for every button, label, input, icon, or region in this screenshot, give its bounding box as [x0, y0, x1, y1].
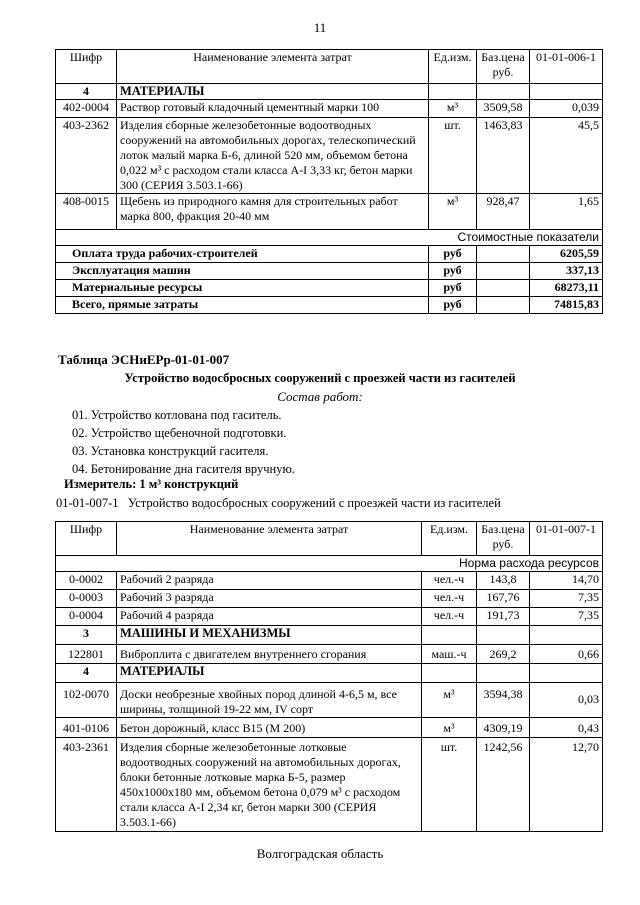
row-code: 0-0002: [56, 572, 117, 590]
total-value: 337,13: [530, 263, 603, 280]
row-unit: м³: [422, 718, 477, 738]
table-row: [56, 194, 603, 230]
table-row: [56, 590, 603, 608]
total-unit: руб: [429, 297, 477, 314]
row-unit: шт.: [429, 118, 477, 194]
totals-row: [56, 263, 603, 280]
totals-row: [56, 297, 603, 314]
row-name: Доски необрезные хвойных пород длиной 4-6,5 м, все ширины, толщиной 19-22 мм, IV сорт: [117, 683, 422, 718]
total-unit: руб: [429, 263, 477, 280]
row-price: 143,8: [477, 572, 530, 590]
section-number: 4: [56, 664, 117, 683]
section-title: МАШИНЫ И МЕХАНИЗМЫ: [117, 626, 422, 645]
row-unit: чел.-ч: [422, 608, 477, 626]
table-row: [56, 738, 603, 832]
header-price: Баз.цена руб.: [477, 50, 530, 84]
total-unit: руб: [429, 246, 477, 263]
row-unit: шт.: [422, 738, 477, 832]
header-table-code: 01-01-006-1: [530, 50, 603, 84]
row-name: Бетон дорожный, класс В15 (М 200): [117, 718, 422, 738]
row-price: 1463,83: [477, 118, 530, 194]
row-unit: маш.-ч: [422, 645, 477, 664]
norm-caption: Норма расхода ресурсов: [56, 556, 603, 572]
table-row: [56, 608, 603, 626]
row-unit: м³: [422, 683, 477, 718]
work-item: 01. Устройство котлована под гаситель.: [72, 408, 282, 422]
totals-row: [56, 280, 603, 297]
total-unit: руб: [429, 280, 477, 297]
row-name: Раствор готовый кладочный цементный марки 100: [117, 100, 429, 118]
row-price: 1242,56: [477, 738, 530, 832]
total-value: 74815,83: [530, 297, 603, 314]
footer-region: Волгоградская область: [256, 846, 384, 861]
cost-table-1: [55, 49, 603, 314]
table-row: [56, 118, 603, 194]
total-label: Материальные ресурсы: [56, 280, 429, 297]
row-norm: 0,66: [530, 645, 603, 664]
row-price: 3509,58: [477, 100, 530, 118]
total-value: 68273,11: [530, 280, 603, 297]
work-item: 04. Бетонирование дна гасителя вручную.: [72, 462, 295, 476]
row-name: Рабочий 2 разряда: [117, 572, 422, 590]
table-subtitle: Устройство водосбросных сооружений с проезжей части из гасителей: [124, 371, 516, 385]
row-norm: 45,5: [530, 118, 603, 194]
row-unit: м³: [429, 100, 477, 118]
table-row: [56, 683, 603, 718]
section-title: МАТЕРИАЛЫ: [117, 664, 422, 683]
row-price: 4309,19: [477, 718, 530, 738]
section-number: 4: [56, 84, 117, 100]
row-unit: чел.-ч: [422, 590, 477, 608]
row-code: 402-0004: [56, 100, 117, 118]
row-name: Рабочий 4 разряда: [117, 608, 422, 626]
header-code: Шифр: [56, 50, 117, 84]
row-price: 191,73: [477, 608, 530, 626]
row-name: Виброплита с двигателем внутреннего сгорания: [117, 645, 422, 664]
row-name: Рабочий 3 разряда: [117, 590, 422, 608]
table-title: Таблица ЭСНиЕРр-01-01-007: [58, 352, 230, 367]
row-code: 0-0004: [56, 608, 117, 626]
header-table-code: 01-01-007-1: [530, 522, 603, 556]
row-norm: 7,35: [530, 590, 603, 608]
row-code: 122801: [56, 645, 117, 664]
row-norm: 1,65: [530, 194, 603, 230]
row-code: 0-0003: [56, 590, 117, 608]
row-norm: 0,43: [530, 718, 603, 738]
row-name: Изделия сборные железобетонные лотковые водоотводных сооружений на автомобильных дорогах, блоки бетонные лотковые марка Б-5, размер 450х1000х180 мм, объемом бетона 0,079 м³ с расходом стали класса А-I 2,34 кг, бетон марки 300 (СЕРИЯ 3.503.1-66): [117, 738, 422, 832]
table-row: [56, 100, 603, 118]
row-code: 403-2362: [56, 118, 117, 194]
work-item: 02. Устройство щебеночной подготовки.: [72, 426, 287, 440]
section-title: МАТЕРИАЛЫ: [117, 84, 429, 100]
table-row: [56, 645, 603, 664]
row-code: 102-0070: [56, 683, 117, 718]
row-price: 269,2: [477, 645, 530, 664]
row-code: 408-0015: [56, 194, 117, 230]
works-list: [72, 406, 295, 478]
table-row: [56, 718, 603, 738]
meter-line: Измеритель: 1 м³ конструкций: [64, 477, 239, 491]
row-norm: 0,039: [530, 100, 603, 118]
header-name: Наименование элемента затрат: [117, 522, 422, 556]
work-item: 03. Установка конструкций гасителя.: [72, 444, 269, 458]
total-label: Всего, прямые затраты: [56, 297, 429, 314]
row-unit: м³: [429, 194, 477, 230]
total-label: Эксплуатация машин: [56, 263, 429, 280]
cost-caption: Стоимостные показатели: [56, 230, 603, 246]
header-code: Шифр: [56, 522, 117, 556]
row-price: 3594,38: [477, 683, 530, 718]
works-title: Состав работ:: [277, 389, 363, 404]
row-code: 401-0106: [56, 718, 117, 738]
row-norm: 14,70: [530, 572, 603, 590]
totals-row: [56, 246, 603, 263]
row-code: 403-2361: [56, 738, 117, 832]
section-number: 3: [56, 626, 117, 645]
row-norm: 7,35: [530, 608, 603, 626]
row-price: 167,76: [477, 590, 530, 608]
row-norm: 0,03: [530, 683, 603, 718]
header-unit: Ед.изм.: [429, 50, 477, 84]
table-row: [56, 572, 603, 590]
row-price: 928,47: [477, 194, 530, 230]
header-price: Баз.цена руб.: [477, 522, 530, 556]
header-name: Наименование элемента затрат: [117, 50, 429, 84]
row-norm: 12,70: [530, 738, 603, 832]
page-number: 11: [313, 20, 327, 35]
row-unit: чел.-ч: [422, 572, 477, 590]
code-line: 01-01-007-1 Устройство водосбросных сооружений с проезжей части из гасителей: [56, 496, 501, 510]
row-name: Щебень из природного камня для строительных работ марка 800, фракция 20-40 мм: [117, 194, 429, 230]
total-value: 6205,59: [530, 246, 603, 263]
row-name: Изделия сборные железобетонные водоотводных сооружений на автомобильных дорогах, телескопический лоток малый марка Б-6, длиной 520 мм, объемом бетона 0,022 м³ с расходом стали класса А-I 3,33 кг, бетон марки 300 (СЕРИЯ 3.503.1-66): [117, 118, 429, 194]
cost-table-2: [55, 521, 603, 832]
total-label: Оплата труда рабочих-строителей: [56, 246, 429, 263]
header-unit: Ед.изм.: [422, 522, 477, 556]
